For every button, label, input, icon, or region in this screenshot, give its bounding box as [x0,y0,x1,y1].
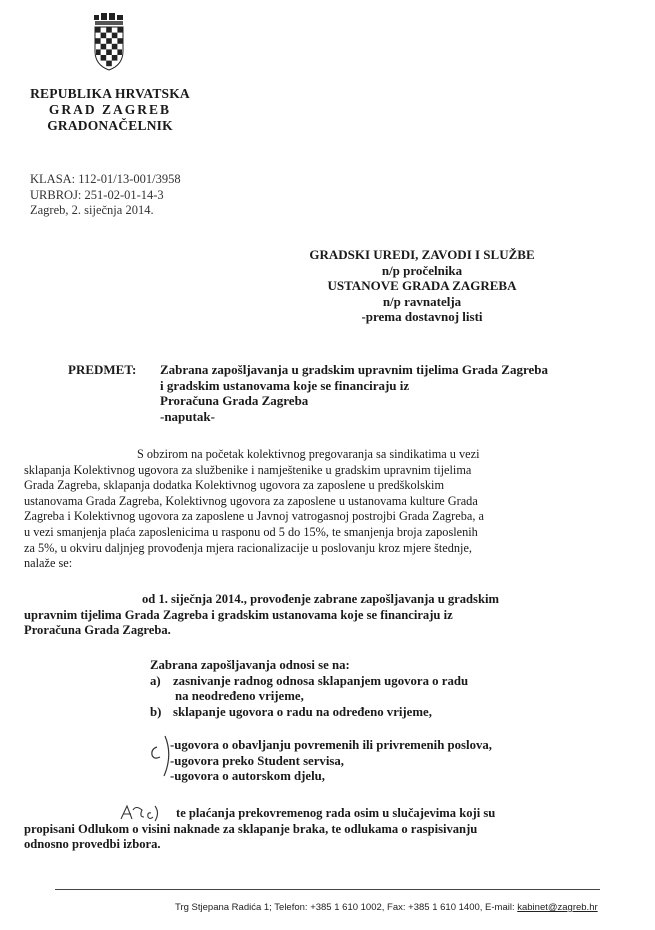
list-item-b [150,705,468,721]
intro-line-5: Zagreba i Kolektivnog ugovora za zaposlene u Javnoj vatrogasnoj postrojbi Grada Zagreba, a [24,509,484,524]
recipient-line-1: GRADSKI UREDI, ZAVODI I SLUŽBE [309,247,535,262]
list-item-a-line-1: zasnivanje radnog odnosa sklapanjem ugovora o radu [173,673,469,688]
recipient-line-5: -prema dostavnoj listi [361,309,483,324]
intro-line-6: u vezi smanjenja plaća zaposlenicima u rasponu od 5 do 15%, te smanjenja broja zaposlenih [24,524,478,539]
issuer-country: REPUBLIKA HRVATSKA [30,86,190,101]
overtime-line-2: propisani Odlukom o visini naknade za sklapanje braka, te odlukama o raspisivanju [24,821,478,836]
footer-address [175,902,598,913]
intro-line-4: ustanovama Grada Zagreba, Kolektivnog ugovora za zaposlene u ustanovama kulture Grada [24,493,478,508]
klasa-number: KLASA: 112-01/13-001/3958 [30,172,181,186]
intro-paragraph [24,447,641,572]
overtime-paragraph [24,806,641,853]
recipient-line-2: n/p pročelnika [381,262,463,278]
subject-line-3: Proračuna Grada Zagreba [160,393,309,408]
footer-email-link[interactable]: kabinet@zagreb.hr [517,902,598,913]
order-paragraph [24,592,641,639]
subject-label: PREDMET: [68,362,137,377]
subject-line-2: i gradskim ustanovama koje se financiraju iz [160,377,410,393]
handwritten-ac-text: Ac [118,803,120,804]
order-line-2: upravnim tijelima Grada Zagreba i gradskim ustanovama koje se financiraju iz [24,607,453,622]
overtime-line-3: odnosno provedbi izbora. [24,837,161,852]
overtime-line-1: te plaćanja prekovremenog rada osim u slučajevima koji su [176,806,496,820]
order-line-1: od 1. siječnja 2014., provođenje zabrane zapošljavanja u gradskim [142,592,499,606]
subject-line-4: -naputak- [160,408,215,424]
intro-line-2: sklapanja Kolektivnog ugovora za službenike i namještenike u gradskim upravnim tijelima [24,462,472,477]
issuer-city: GRAD ZAGREB [48,102,172,117]
recipient-line-3: USTANOVE GRADA ZAGREBA [327,278,517,293]
list-item-a-line-2: na neodređeno vrijeme, [175,689,304,703]
handwritten-c-mark [145,733,173,779]
list-item-b-line-1: sklapanje ugovora o radu na određeno vrijeme, [173,704,432,719]
list-item-b-marker: b) [150,704,162,719]
contract-type-list [170,738,492,785]
list-item-a [150,674,468,690]
contract-item-3: -ugovora o autorskom djelu, [170,769,325,783]
issuer-office: GRADONAČELNIK [47,118,173,133]
contract-item-2: -ugovora preko Student servisa, [170,753,344,768]
urbroj-number: URBROJ: 251-02-01-14-3 [30,187,164,202]
place-date: Zagreb, 2. siječnja 2014. [30,203,154,217]
intro-line-3: Grada Zagreba, sklapanja dodatka Kolektivnog ugovora za zaposlene u predškolskim [24,478,445,493]
prohibition-list [150,658,468,720]
intro-line-8: nalaže se: [24,556,73,571]
handwritten-c-text: c [145,733,146,734]
recipient-line-4: n/p ravnatelja [382,293,462,309]
contract-item-1: -ugovora o obavljanju povremenih ili privremenih poslova, [170,738,492,752]
subject-line-1: Zabrana zapošljavanja u gradskim upravnim tijelima Grada Zagreba [160,362,548,377]
list-item-a-marker: a) [150,673,161,688]
document-meta [30,172,181,219]
footer-address-text: Trg Stjepana Radića 1; Telefon: +385 1 610 1002, Fax: +385 1 610 1400, E-mail: [175,902,518,913]
order-line-3: Proračuna Grada Zagreba. [24,623,171,638]
list-intro: Zabrana zapošljavanja odnosi se na: [150,658,350,672]
recipients-block [272,247,572,325]
issuer-block [30,86,190,134]
intro-line-7: za 5%, u okviru daljnjeg provođenja mjera racionalizacije u poslovanju kroz mjere štednje, [24,540,472,555]
footer-divider [55,889,600,890]
intro-line-1: S obzirom na početak kolektivnog pregovaranja sa sindikatima u vezi [137,447,480,461]
coat-of-arms-icon [92,13,126,71]
subject-block [68,362,548,424]
